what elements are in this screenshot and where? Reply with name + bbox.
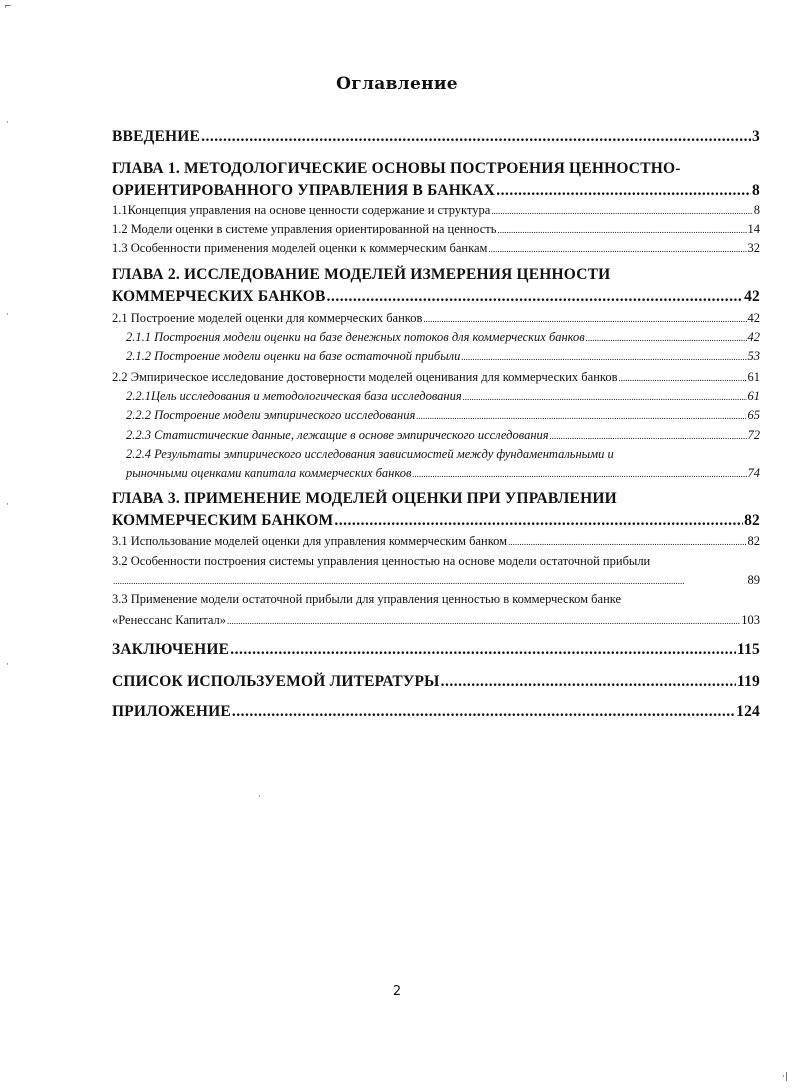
- toc-entry-label: 2.1 Построение моделей оценки для коммерческих банков: [112, 311, 423, 325]
- toc-entry-label: 2.2.3 Статистические данные, лежащие в основе эмпирического исследования: [126, 428, 549, 442]
- toc-entry-label: 2.1.2 Построение модели оценки на базе остаточной прибыли: [126, 349, 461, 363]
- scan-mark: ·: [6, 118, 9, 128]
- dot-leader: [423, 314, 746, 324]
- toc-entry-chapter-3[interactable]: [112, 490, 760, 530]
- toc-entry-label: 1.1Концепция управления на основе ценности содержание и структура: [112, 203, 491, 217]
- dot-leader: [334, 512, 743, 530]
- toc-entry-label-line1: 3.3 Применение модели остаточной прибыли для управления ценностью в коммерческом банке: [112, 592, 622, 606]
- scan-mark: ·: [6, 310, 9, 320]
- toc-entry-section-1-1[interactable]: [112, 203, 760, 218]
- toc-entry-bibliography[interactable]: [112, 673, 760, 691]
- toc-entry-label: СПИСОК ИСПОЛЬЗУЕМОЙ ЛИТЕРАТУРЫ: [112, 673, 440, 690]
- toc-page-number: 3: [752, 128, 760, 145]
- toc-entry-label-line1: 2.2.4 Результаты эмпирического исследования зависимостей между фундаментальными и: [126, 447, 614, 461]
- toc-page-number: 8: [753, 203, 760, 217]
- dot-leader: [441, 673, 736, 691]
- toc-page-number: 42: [747, 330, 760, 344]
- scan-mark: ·: [6, 500, 9, 510]
- dot-leader: [491, 206, 752, 216]
- toc-entry-label: 2.2 Эмпирическое исследование достоверности моделей оценивания для коммерческих банков: [112, 370, 618, 384]
- dot-leader: [550, 431, 747, 441]
- dot-leader: [488, 244, 746, 254]
- toc-entry-label: 1.2 Модели оценки в системе управления ориентированной на ценность: [112, 222, 497, 236]
- toc-entry-conclusion[interactable]: [112, 641, 760, 659]
- toc-entry-label: ОРИЕНТИРОВАННОГО УПРАВЛЕНИЯ В БАНКАХ: [112, 182, 496, 199]
- toc-entry-section-2-1-1[interactable]: [112, 330, 760, 345]
- dot-leader: [232, 703, 735, 721]
- toc-page-number: 82: [744, 512, 760, 529]
- toc-entry-label: 2.1.1 Построения модели оценки на базе денежных потоков для коммерческих банков: [126, 330, 585, 344]
- toc-page-number: 82: [747, 534, 760, 548]
- toc-page-number: 65: [747, 408, 760, 422]
- toc-entry-section-1-2[interactable]: [112, 222, 760, 237]
- dot-leader: [496, 182, 751, 200]
- dot-leader: [416, 411, 746, 421]
- toc-entry-chapter-2[interactable]: [112, 266, 760, 306]
- toc-page-number: 119: [737, 673, 760, 690]
- toc-entry-chapter-1[interactable]: [112, 160, 760, 200]
- toc-entry-section-2-2-2[interactable]: [112, 408, 760, 423]
- toc-page-number: 72: [747, 428, 760, 442]
- toc-page-number: 103: [741, 613, 760, 627]
- page-title: Оглавление: [336, 74, 458, 94]
- toc-page-number: 8: [752, 182, 760, 199]
- scan-mark: ·|: [782, 1072, 788, 1082]
- scan-mark: ·: [258, 792, 261, 802]
- toc-entry-label: ПРИЛОЖЕНИЕ: [112, 703, 231, 720]
- toc-entry-label: 2.2.1Цель исследования и методологическая база исследования: [126, 389, 462, 403]
- toc-page-number: 14: [747, 222, 760, 236]
- toc-entry-section-2-2-1[interactable]: [112, 389, 760, 404]
- toc-page-number: 89: [747, 573, 760, 587]
- dot-leader: [463, 392, 747, 402]
- toc-entry-section-3-1[interactable]: [112, 534, 760, 549]
- toc-entry-label-line1: 3.2 Особенности построения системы управления ценностью на основе модели остаточной прибыли: [112, 554, 651, 568]
- toc-page-number: 74: [747, 466, 760, 480]
- toc-entry-label: КОММЕРЧЕСКИМ БАНКОМ: [112, 512, 334, 529]
- page-number: 2: [392, 984, 402, 999]
- toc-page-number: 53: [747, 349, 760, 363]
- toc-entry-label: 2.2.2 Построение модели эмпирического исследования: [126, 408, 416, 422]
- dot-leader: [461, 352, 746, 362]
- dot-leader: [227, 616, 740, 626]
- toc-page-number: 42: [747, 311, 760, 325]
- toc-entry-label: 3.1 Использование моделей оценки для управления коммерческим банком: [112, 534, 508, 548]
- toc-page-number: 124: [736, 703, 760, 720]
- toc-entry-section-3-2[interactable]: [112, 554, 760, 588]
- toc-entry-section-2-2[interactable]: [112, 370, 760, 385]
- toc-page-number: 61: [747, 370, 760, 384]
- toc-entry-section-2-2-3[interactable]: [112, 428, 760, 443]
- toc-page-number: 32: [747, 241, 760, 255]
- dot-leader: [586, 333, 747, 343]
- dot-leader: [201, 128, 751, 146]
- toc-entry-label-line1: ГЛАВА 2. ИССЛЕДОВАНИЕ МОДЕЛЕЙ ИЗМЕРЕНИЯ ЦЕННОСТИ: [112, 266, 611, 283]
- dot-leader: [230, 641, 736, 659]
- toc-entry-label: КОММЕРЧЕСКИХ БАНКОВ: [112, 288, 326, 305]
- toc-entry-label-line1: ГЛАВА 3. ПРИМЕНЕНИЕ МОДЕЛЕЙ ОЦЕНКИ ПРИ УПРАВЛЕНИИ: [112, 490, 617, 507]
- toc-entry-section-1-3[interactable]: [112, 241, 760, 256]
- toc-entry-label: ВВЕДЕНИЕ: [112, 128, 201, 145]
- toc-entry-label: ЗАКЛЮЧЕНИЕ: [112, 641, 230, 658]
- toc-entry-label: рыночными оценками капитала коммерческих банков: [126, 466, 412, 480]
- toc-page-number: 61: [747, 389, 760, 403]
- dot-leader: [497, 225, 746, 235]
- toc-entry-section-2-2-4[interactable]: [112, 447, 760, 481]
- dot-leader: [113, 576, 747, 586]
- toc-entry-section-2-1[interactable]: [112, 311, 760, 326]
- toc-entry-appendix[interactable]: [112, 703, 760, 721]
- toc-page-number: 42: [744, 288, 760, 305]
- dot-leader: [618, 373, 746, 383]
- dot-leader: [412, 469, 746, 479]
- toc-entry-section-2-1-2[interactable]: [112, 349, 760, 364]
- scan-mark: ⌐: [4, 2, 12, 12]
- toc-entry-label: «Ренессанс Капитал»: [112, 613, 226, 627]
- scan-mark: ·: [6, 660, 9, 670]
- toc-entry-introduction[interactable]: [112, 128, 760, 146]
- toc-entry-section-3-3[interactable]: [112, 592, 760, 628]
- dot-leader: [508, 537, 746, 547]
- toc-page-number: 115: [737, 641, 760, 658]
- dot-leader: [327, 288, 744, 306]
- toc-entry-label: 1.3 Особенности применения моделей оценки к коммерческим банкам: [112, 241, 488, 255]
- toc-entry-label-line1: ГЛАВА 1. МЕТОДОЛОГИЧЕСКИЕ ОСНОВЫ ПОСТРОЕНИЯ ЦЕННОСТНО-: [112, 160, 681, 177]
